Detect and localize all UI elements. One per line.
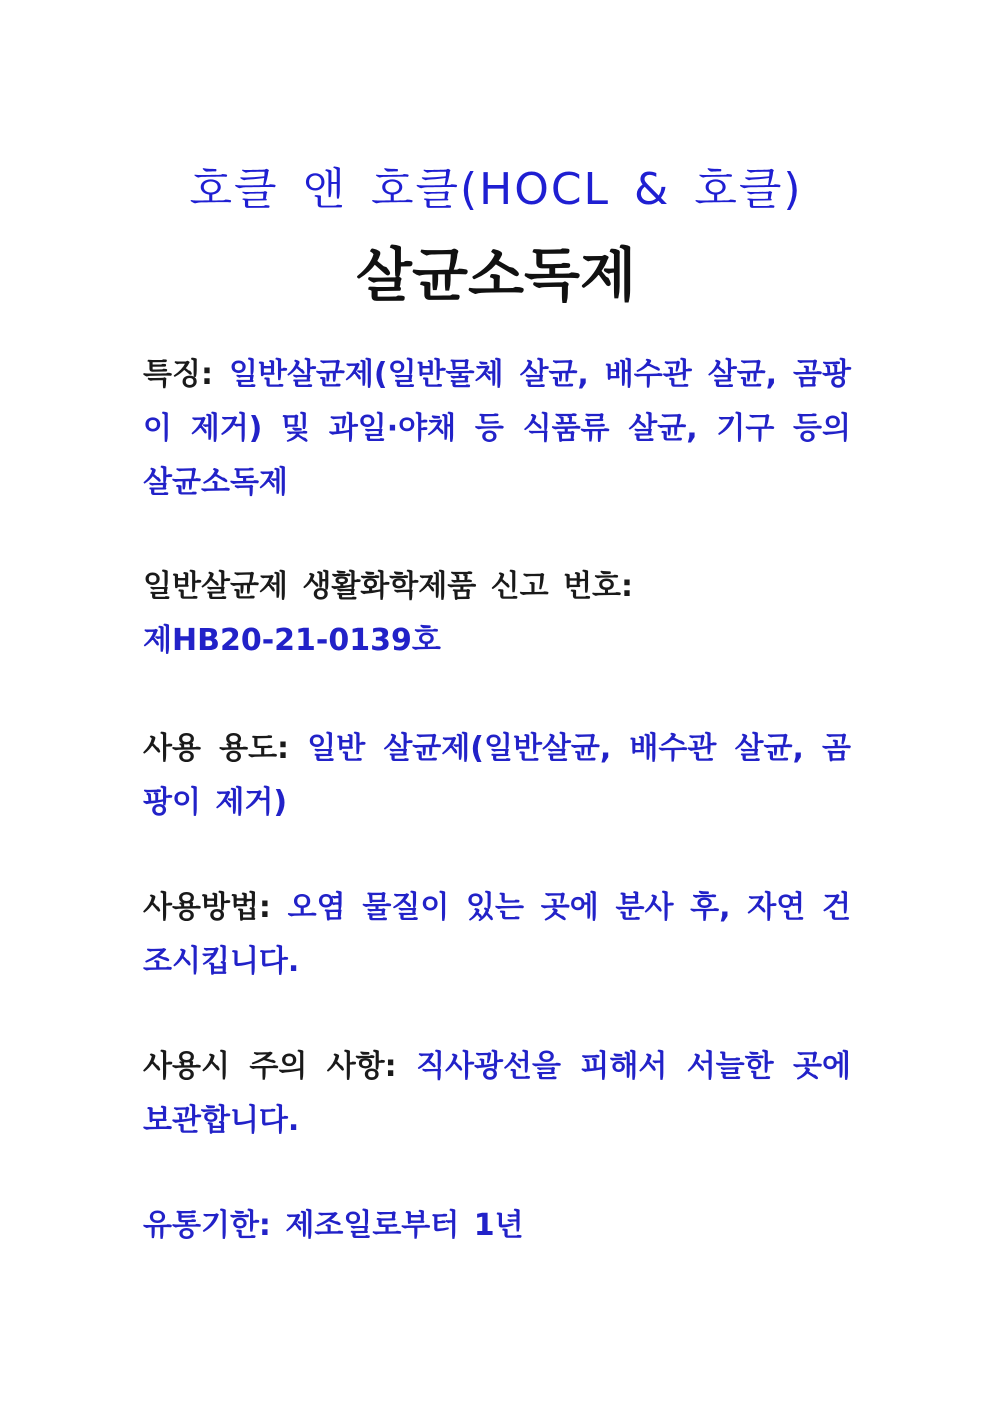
product-type: 살균소독제	[355, 241, 637, 309]
method-value: 오염 물질이 있는 곳에 분사 후, 자연 건조시킵니다.	[143, 890, 851, 979]
feature-value: 일반살균제(일반물체 살균, 배수관 살균, 곰팡이 제거) 및 과일·야채 등 식품류 살균, 기구 등의 살균소독제	[143, 357, 851, 500]
registration-number: 제HB20-21-0139호	[143, 623, 441, 658]
caution-label: 사용시 주의 사항:	[143, 1049, 397, 1084]
expiry-label: 유통기한:	[143, 1208, 271, 1243]
expiry-section	[143, 1199, 851, 1253]
feature-label: 특징:	[143, 357, 213, 392]
method-label: 사용방법:	[143, 890, 271, 925]
purpose-label: 사용 용도:	[143, 731, 290, 766]
product-name: 호클 앤 호클(HOCL & 호클)	[189, 164, 803, 215]
purpose-section	[143, 722, 851, 830]
registration-label: 일반살균제 생활화학제품 신고 번호:	[143, 569, 634, 604]
registration-section	[143, 560, 851, 668]
method-section	[143, 881, 851, 989]
purpose-value: 일반 살균제(일반살균, 배수관 살균, 곰팡이 제거)	[143, 731, 851, 820]
caution-section	[143, 1040, 851, 1148]
expiry-value: 제조일로부터 1년	[285, 1208, 524, 1243]
caution-value: 직사광선을 피해서 서늘한 곳에 보관합니다.	[143, 1049, 851, 1138]
feature-section	[143, 348, 851, 510]
